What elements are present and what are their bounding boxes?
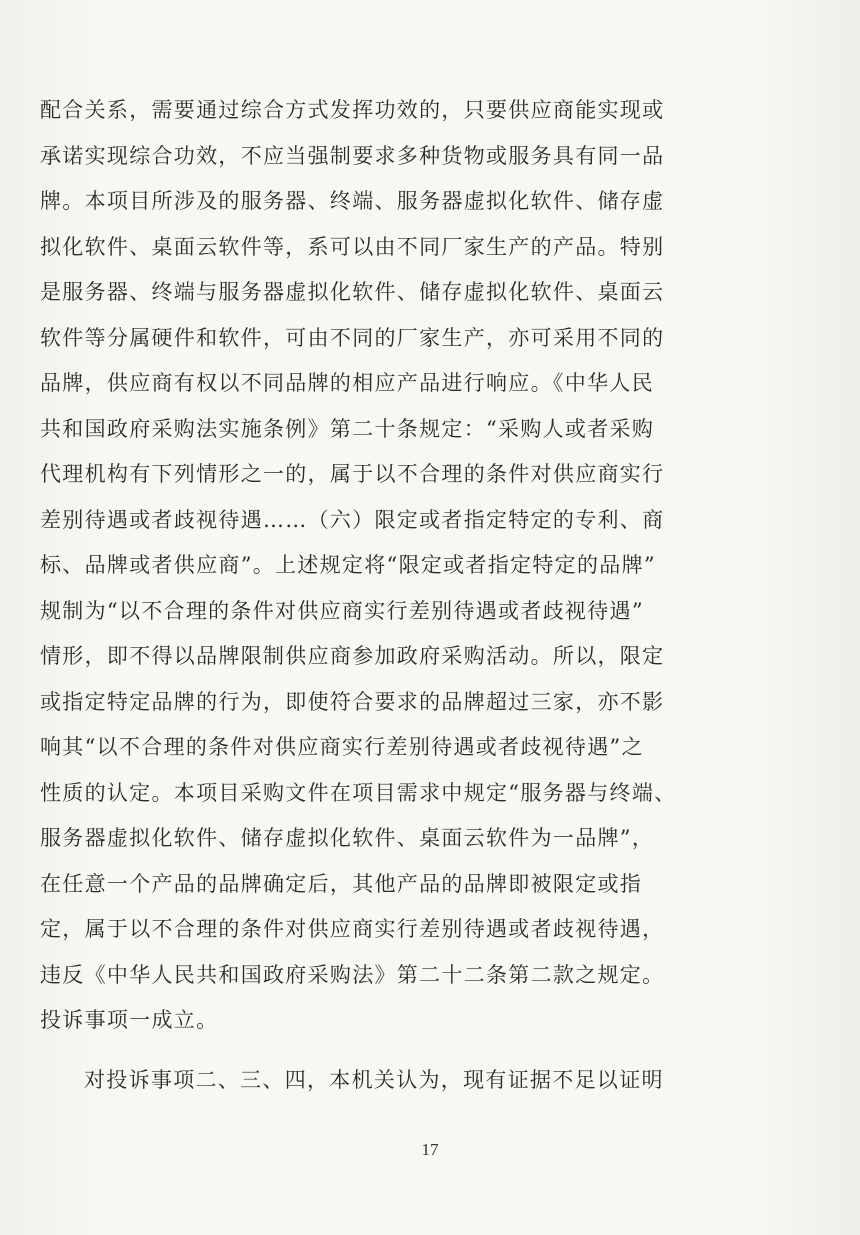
body-text <box>40 88 768 1103</box>
text-line: 响其“以不合理的条件对供应商实行差别待遇或者歧视待遇”之 <box>40 735 644 759</box>
text-line: 品牌，供应商有权以不同品牌的相应产品进行响应。《中华人民 <box>40 371 654 395</box>
text-line: 差别待遇或者歧视待遇……（六）限定或者指定特定的专利、商 <box>40 507 665 532</box>
text-line: 承诺实现综合功效，不应当强制要求多种货物或服务具有同一品 <box>40 143 665 168</box>
paragraph-1 <box>40 88 768 1044</box>
text-line: 定，属于以不合理的条件对供应商实行差别待遇或者歧视待遇， <box>40 917 665 941</box>
text-line: 共和国政府采购法实施条例》第二十条规定：“采购人或者采购 <box>40 416 655 441</box>
text-line: 服务器虚拟化软件、储存虚拟化软件、桌面云软件为一品牌”， <box>40 826 655 850</box>
text-line: 软件等分属硬件和软件，可由不同的厂家生产，亦可采用不同的 <box>40 325 665 350</box>
text-line: 配合关系，需要通过综合方式发挥功效的，只要供应商能实现或 <box>40 98 665 122</box>
text-line: 在任意一个产品的品牌确定后，其他产品的品牌即被限定或指 <box>40 871 643 896</box>
text-line: 投诉事项一成立。 <box>40 1008 219 1032</box>
text-line: 标、品牌或者供应商”。上述规定将“限定或者指定特定的品牌” <box>40 553 656 577</box>
text-line: 规制为“以不合理的条件对供应商实行差别待遇或者歧视待遇” <box>40 598 644 623</box>
text-line: 对投诉事项二、三、四，本机关认为，现有证据不足以证明 <box>84 1067 664 1092</box>
text-line: 牌。本项目所涉及的服务器、终端、服务器虚拟化软件、储存虚 <box>40 189 665 213</box>
text-line: 或指定特定品牌的行为，即使符合要求的品牌超过三家，亦不影 <box>40 689 665 714</box>
text-line: 情形，即不得以品牌限制供应商参加政府采购活动。所以，限定 <box>40 644 665 668</box>
text-line: 性质的认定。本项目采购文件在项目需求中规定“服务器与终端、 <box>40 780 677 805</box>
text-line: 是服务器、终端与服务器虚拟化软件、储存虚拟化软件、桌面云 <box>40 280 665 304</box>
text-line: 违反《中华人民共和国政府采购法》第二十二条第二款之规定。 <box>40 962 665 987</box>
text-line: 拟化软件、桌面云软件等，系可以由不同厂家生产的产品。特别 <box>40 234 665 259</box>
text-line: 代理机构有下列情形之一的，属于以不合理的条件对供应商实行 <box>40 462 665 486</box>
paragraph-2 <box>40 1058 768 1104</box>
page-number: 17 <box>421 1140 439 1159</box>
